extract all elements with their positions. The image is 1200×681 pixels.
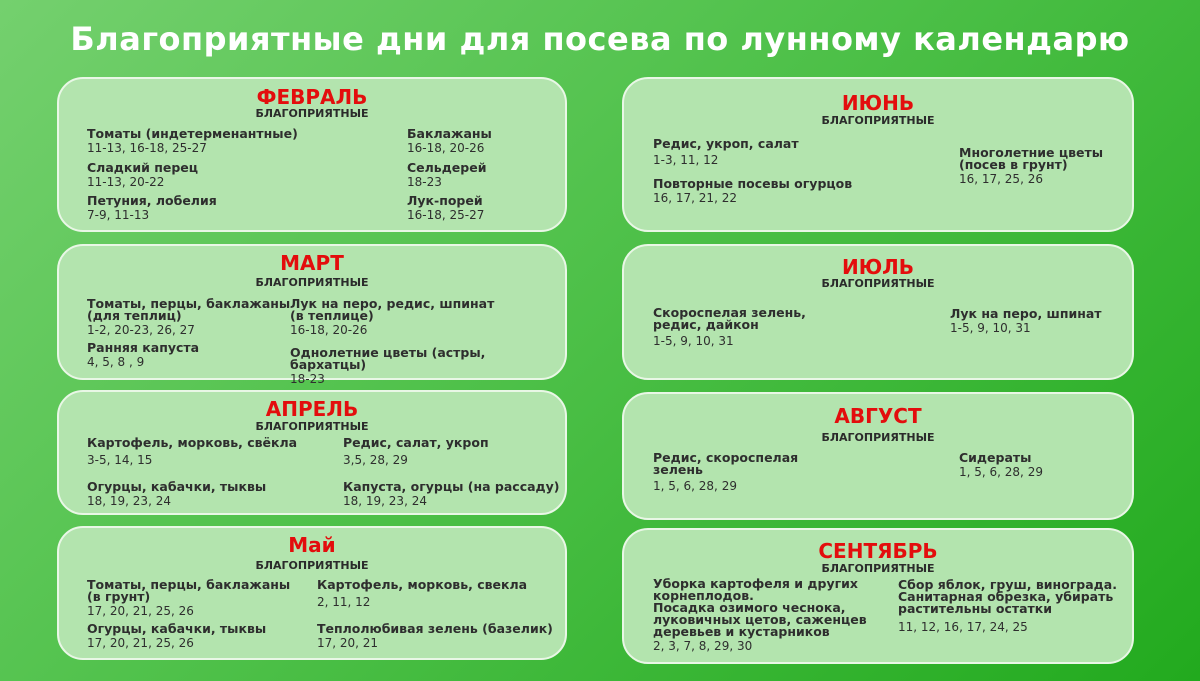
crop-name: Огурцы, кабачки, тыквы (87, 621, 267, 636)
favorable-dates: 3,5, 28, 29 (343, 453, 408, 467)
favorable-dates: 17, 20, 21, 25, 26 (87, 636, 194, 650)
sowing-item (87, 437, 297, 467)
card-february (57, 77, 567, 232)
sowing-item (959, 147, 1103, 186)
favorable-dates: 1-2, 20-23, 26, 27 (87, 323, 195, 337)
month-title: ИЮЛЬ (841, 255, 915, 279)
favorable-label: БЛАГОПРИЯТНЫЕ (255, 559, 369, 572)
sowing-item (653, 578, 867, 653)
crop-name: Баклажаны (407, 126, 492, 141)
crop-name: Капуста, огурцы (на рассаду) (343, 479, 560, 494)
favorable-dates: 1, 5, 6, 28, 29 (653, 479, 737, 493)
sowing-item (343, 481, 560, 508)
sowing-item (407, 128, 492, 155)
card-july (622, 244, 1134, 380)
favorable-dates: 16, 17, 21, 22 (653, 191, 737, 205)
crop-name: Многолетние цветы (посев в грунт) (959, 145, 1104, 172)
crop-name: Петуния, лобелия (87, 193, 217, 208)
favorable-label: БЛАГОПРИЯТНЫЕ (821, 277, 935, 290)
month-title: СЕНТЯБРЬ (818, 539, 938, 563)
page-title: Благоприятные дни для посева по лунному календарю (70, 20, 1130, 58)
crop-name: Сбор яблок, груш, винограда. Санитарная обрезка, убирать растительны остатки (898, 577, 1117, 616)
favorable-dates: 16-18, 25-27 (407, 208, 485, 222)
month-title: МАРТ (280, 251, 344, 275)
favorable-label: БЛАГОПРИЯТНЫЕ (821, 431, 935, 444)
favorable-dates: 1-5, 9, 10, 31 (950, 321, 1031, 335)
card-may (57, 526, 567, 660)
favorable-dates: 16-18, 20-26 (407, 141, 485, 155)
month-title: ФЕВРАЛЬ (256, 85, 368, 109)
card-march (57, 244, 567, 386)
sowing-item (407, 162, 486, 189)
crop-name: Скороспелая зелень, редис, дайкон (653, 305, 806, 332)
favorable-dates: 1-3, 11, 12 (653, 153, 719, 167)
sowing-item (317, 623, 553, 650)
favorable-dates: 11-13, 16-18, 25-27 (87, 141, 207, 155)
favorable-dates: 18, 19, 23, 24 (87, 494, 171, 508)
crop-name: Лук на перо, редис, шпинат (в теплице) (290, 296, 495, 323)
favorable-label: БЛАГОПРИЯТНЫЕ (255, 420, 369, 433)
crop-name: Томаты (индетерменантные) (87, 126, 298, 141)
favorable-dates: 18, 19, 23, 24 (343, 494, 427, 508)
crop-name: Томаты, перцы, баклажаны (для теплиц) (87, 296, 291, 323)
card-june (622, 77, 1134, 232)
favorable-label: БЛАГОПРИЯТНЫЕ (255, 276, 369, 289)
sowing-item (87, 481, 266, 508)
favorable-dates: 11, 12, 16, 17, 24, 25 (898, 620, 1028, 634)
favorable-label: БЛАГОПРИЯТНЫЕ (821, 562, 935, 575)
sowing-item (950, 308, 1102, 335)
sowing-item (959, 452, 1043, 479)
crop-name: Картофель, морковь, свёкла (87, 435, 298, 450)
crop-name: Картофель, морковь, свекла (317, 577, 528, 592)
month-title: АПРЕЛЬ (265, 397, 359, 421)
crop-name: Теплолюбивая зелень (базелик) (317, 621, 553, 636)
card-august (622, 392, 1134, 520)
sowing-item (317, 579, 527, 609)
crop-name: Ранняя капуста (87, 340, 200, 355)
favorable-dates: 17, 20, 21, 25, 26 (87, 604, 194, 618)
favorable-dates: 1, 5, 6, 28, 29 (959, 465, 1043, 479)
crop-name: Повторные посевы огурцов (653, 176, 853, 191)
favorable-label: БЛАГОПРИЯТНЫЕ (821, 114, 935, 127)
card-september (622, 528, 1134, 664)
sowing-item (653, 452, 798, 493)
favorable-dates: 7-9, 11-13 (87, 208, 150, 222)
sowing-item (290, 347, 565, 386)
favorable-dates: 16-18, 20-26 (290, 323, 368, 337)
month-title: Май (288, 533, 336, 557)
sowing-item (87, 195, 217, 222)
sowing-item (87, 342, 199, 369)
favorable-dates: 11-13, 20-22 (87, 175, 165, 189)
favorable-dates: 4, 5, 8 , 9 (87, 355, 145, 369)
sowing-item (87, 128, 298, 155)
crop-name: Лук-порей (407, 193, 483, 208)
crop-name: Томаты, перцы, баклажаны (в грунт) (87, 577, 291, 604)
sowing-item (898, 579, 1117, 634)
favorable-dates: 18-23 (290, 372, 325, 386)
sowing-item (87, 162, 198, 189)
favorable-dates: 1-5, 9, 10, 31 (653, 334, 734, 348)
crop-name: Редис, салат, укроп (343, 435, 489, 450)
sowing-item (87, 579, 290, 618)
crop-name: Сельдерей (407, 160, 487, 175)
crop-name: Огурцы, кабачки, тыквы (87, 479, 267, 494)
crop-name: Лук на перо, шпинат (950, 306, 1102, 321)
month-title: АВГУСТ (834, 404, 922, 428)
card-april (57, 390, 567, 515)
sowing-item (343, 437, 489, 467)
favorable-dates: 2, 3, 7, 8, 29, 30 (653, 639, 753, 653)
crop-name: Редис, скороспелая зелень (653, 450, 799, 477)
sowing-item (407, 195, 484, 222)
favorable-dates: 17, 20, 21 (317, 636, 379, 650)
sowing-item (653, 307, 806, 348)
sowing-item (653, 178, 852, 205)
sowing-item (87, 623, 266, 650)
favorable-label: БЛАГОПРИЯТНЫЕ (255, 107, 369, 120)
crop-name: Однолетние цветы (астры, бархатцы) (290, 345, 486, 372)
favorable-dates: 16, 17, 25, 26 (959, 172, 1043, 186)
crop-name: Уборка картофеля и других корнеплодов. Посадка озимого чеснока, луковичных цетов, саженцев деревьев и кустарников (653, 576, 867, 639)
favorable-dates: 18-23 (407, 175, 442, 189)
favorable-dates: 3-5, 14, 15 (87, 453, 153, 467)
sowing-item (87, 298, 290, 337)
sowing-item (290, 298, 494, 337)
crop-name: Редис, укроп, салат (653, 136, 799, 151)
crop-name: Сладкий перец (87, 160, 199, 175)
month-title: ИЮНЬ (841, 91, 915, 115)
favorable-dates: 2, 11, 12 (317, 595, 371, 609)
sowing-item (653, 138, 799, 167)
crop-name: Сидераты (959, 450, 1032, 465)
